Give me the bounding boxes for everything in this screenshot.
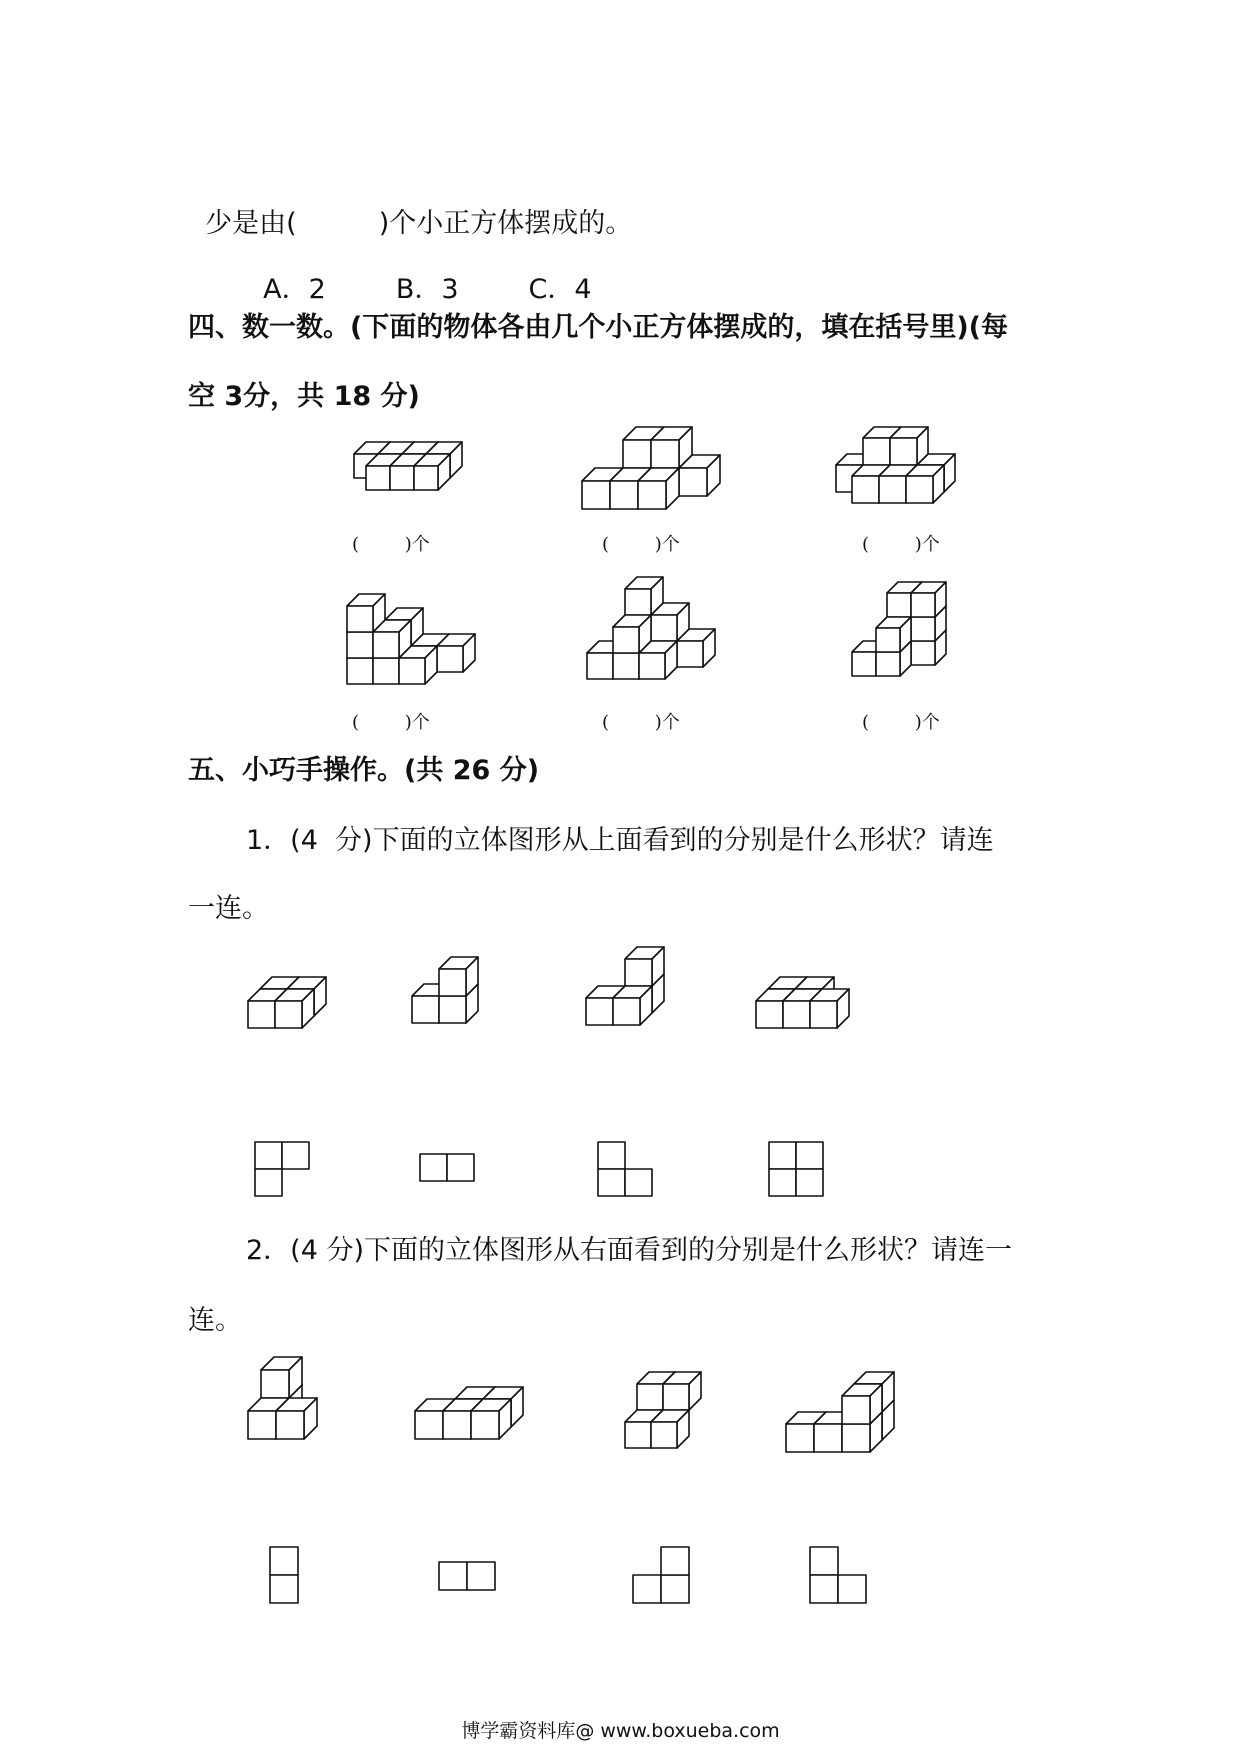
answer-blank-6[interactable]: ( )个 [862,712,940,733]
view-square [439,1562,467,1590]
cube-figure-1 [340,440,464,492]
view-square [420,1154,447,1181]
cube-figure-4 [345,580,477,686]
unit-cube [911,582,946,617]
view-square [625,1169,652,1196]
unit-cube [638,468,679,509]
section4-title-line2: 空 3分，共 18 分) [188,381,420,412]
cube-figure-5 [585,575,717,681]
unit-cube [890,427,928,465]
view-square [633,1575,661,1603]
q1-solid-4 [754,975,863,1030]
answer-blank-4[interactable]: ( )个 [352,712,430,733]
q3-stem-prefix: 少是由( [205,208,297,239]
choice-a[interactable]: A．2 [263,274,326,305]
view-square [467,1562,495,1590]
view-square [838,1575,866,1603]
q1-stem-line2: 一连。 [188,893,269,924]
view-square [661,1575,689,1603]
unit-cube [651,1410,689,1448]
q2-right-view-3[interactable] [631,1545,691,1605]
unit-cube [261,1357,302,1398]
q2-right-view-1[interactable] [268,1545,300,1605]
view-square [769,1142,796,1169]
unit-cube [471,1399,511,1439]
answer-blank-1[interactable]: ( )个 [352,534,430,555]
q2-stem-line1: 2．(4 分)下面的立体图形从右面看到的分别是什么形状？请连一 [246,1235,1013,1266]
q1-solid-3 [584,945,666,1027]
q3-stem [188,170,632,240]
q2-solid-1 [246,1355,332,1441]
view-square [796,1169,823,1196]
q2-stem-line2: 连。 [188,1305,242,1336]
unit-cube [876,617,911,652]
choice-c[interactable]: C．4 [528,274,592,305]
q2-solid-3 [623,1370,703,1450]
view-square [282,1142,309,1169]
unit-cube [625,947,664,986]
q1-stem-line1: 1．(4 分)下面的立体图形从上面看到的分别是什么形状？请连 [246,825,994,856]
q3-stem-suffix: )个小正方体摆成的。 [378,208,633,239]
view-square [255,1169,282,1196]
answer-blank-2[interactable]: ( )个 [602,534,680,555]
unit-cube [651,427,692,468]
answer-blank-3[interactable]: ( )个 [862,534,940,555]
q1-solid-2 [410,955,480,1025]
q1-top-view-2[interactable] [418,1152,476,1183]
unit-cube [810,989,849,1028]
section4-title-line1: 四、数一数。(下面的物体各由几个小正方体摆成的，填在括号里)(每 [188,312,1009,343]
view-square [270,1547,298,1575]
view-square [598,1169,625,1196]
unit-cube [439,957,478,996]
view-square [661,1547,689,1575]
cube-figure-3 [823,425,957,505]
unit-cube [842,1384,882,1424]
cube-figure-2 [580,425,722,511]
view-square [447,1154,474,1181]
footer-watermark: 博学霸资料库@ www.boxueba.com [461,1720,780,1742]
q1-top-view-3[interactable] [596,1140,654,1198]
q1-top-view-4[interactable] [767,1140,825,1198]
view-square [270,1575,298,1603]
unit-cube [906,465,944,503]
unit-cube [663,1372,701,1410]
q2-right-view-2[interactable] [437,1560,497,1592]
q1-solid-1 [246,975,328,1030]
q3-choices [246,236,662,306]
unit-cube [437,634,475,672]
view-square [810,1575,838,1603]
view-square [810,1547,838,1575]
q2-solid-2 [413,1385,525,1441]
q1-top-view-1[interactable] [253,1140,311,1198]
view-square [598,1142,625,1169]
unit-cube [613,986,652,1025]
unit-cube [613,615,651,653]
unit-cube [275,989,314,1028]
view-square [769,1169,796,1196]
q2-solid-4 [784,1370,896,1454]
answer-blank-5[interactable]: ( )个 [602,712,680,733]
cube-figure-6 [850,580,948,678]
q2-right-view-4[interactable] [808,1545,868,1605]
view-square [255,1142,282,1169]
view-square [796,1142,823,1169]
unit-cube [625,577,663,615]
unit-cube [276,1398,317,1439]
choice-b[interactable]: B．3 [395,274,459,305]
section5-title: 五、小巧手操作。(共 26 分) [188,755,540,786]
unit-cube [347,594,385,632]
